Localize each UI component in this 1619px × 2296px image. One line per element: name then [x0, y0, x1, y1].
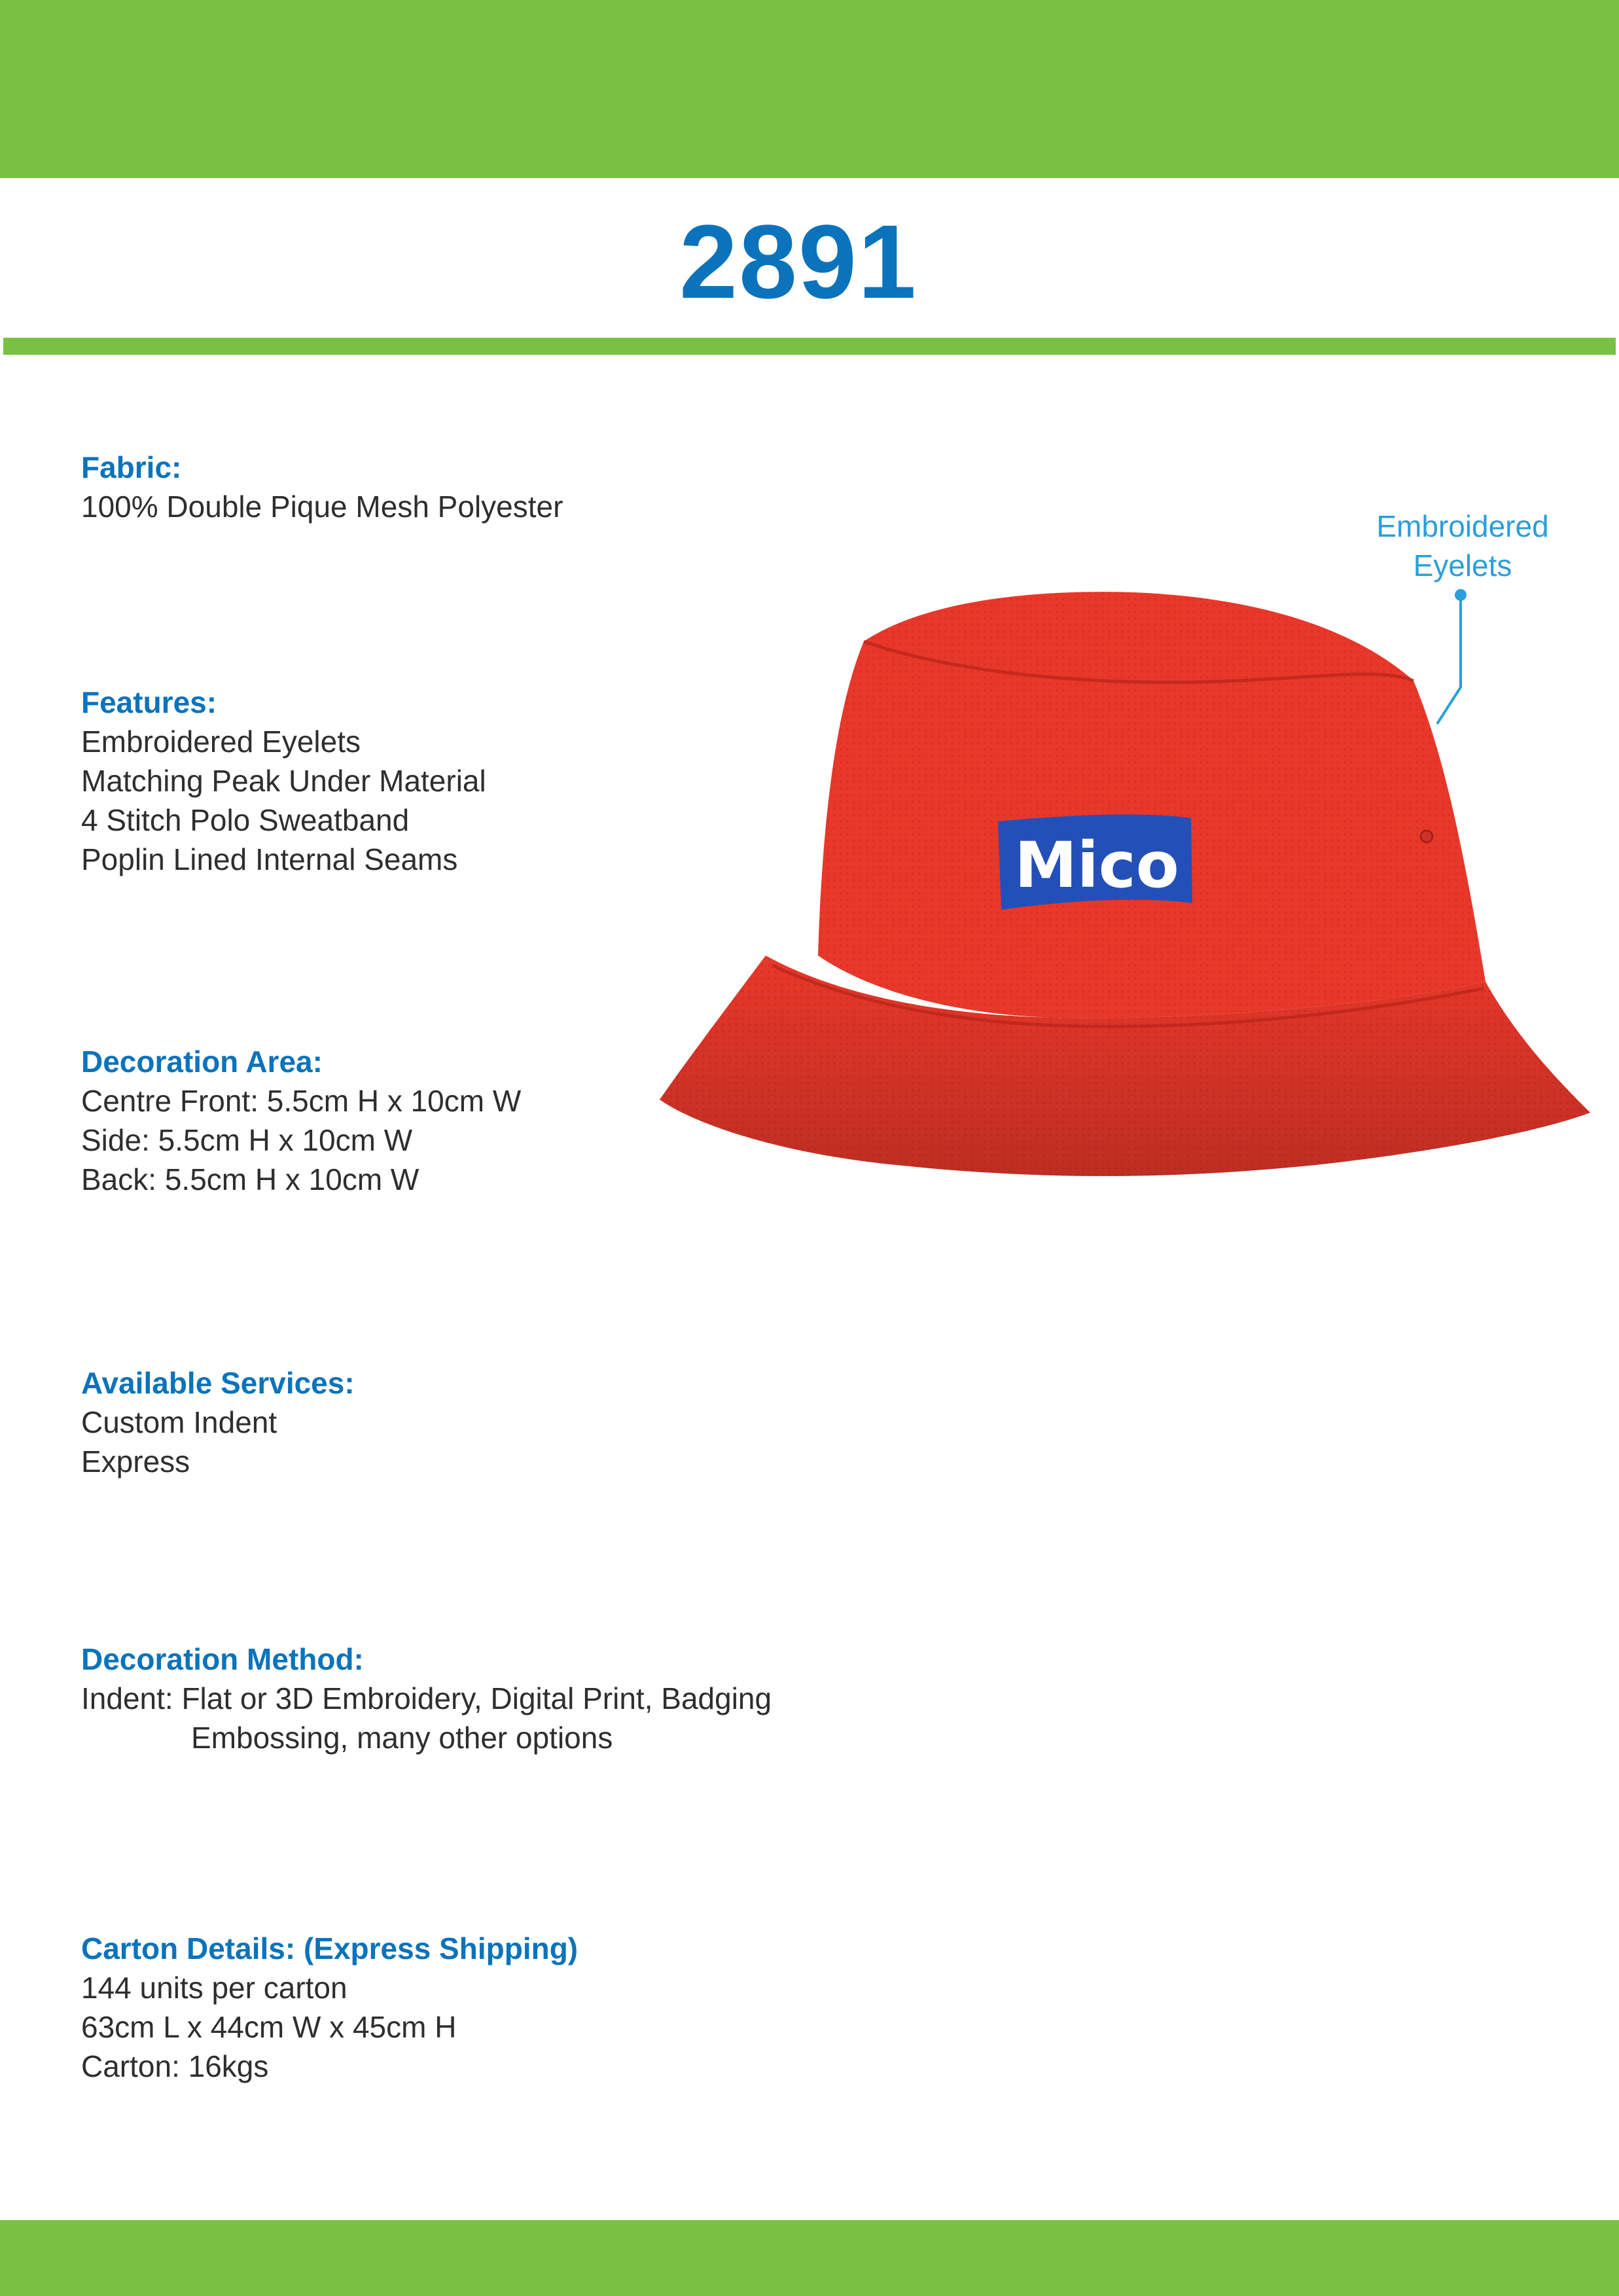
service-item: Express: [81, 1444, 190, 1479]
decoration-method-line: Embossing, many other options: [191, 1721, 613, 1755]
product-code-title: 2891: [679, 203, 917, 320]
feature-item: Embroidered Eyelets: [81, 725, 361, 759]
feature-item: Matching Peak Under Material: [81, 764, 486, 798]
decoration-method-heading: Decoration Method:: [81, 1642, 364, 1676]
decoration-area-heading: Decoration Area:: [81, 1045, 323, 1079]
fabric-section: [81, 448, 932, 526]
decoration-area-item: Centre Front: 5.5cm H x 10cm W: [81, 1084, 522, 1118]
services-section: [81, 1363, 932, 1481]
title-divider: [3, 338, 1616, 355]
carton-heading: Carton Details: (Express Shipping): [81, 1931, 578, 1965]
logo-text: Mico: [1014, 829, 1179, 902]
decoration-method-line: Indent: Flat or 3D Embroidery, Digital Print, Badging: [81, 1681, 772, 1715]
service-item: Custom Indent: [81, 1405, 277, 1439]
top-green-band: [0, 0, 1619, 178]
carton-section: [81, 1929, 932, 2086]
fabric-heading: Fabric:: [81, 450, 182, 484]
embroidered-eyelets-callout: [1342, 507, 1584, 585]
feature-item: Poplin Lined Internal Seams: [81, 842, 458, 876]
carton-item: 144 units per carton: [81, 1971, 347, 2005]
callout-line-2: Eyelets: [1413, 548, 1512, 583]
bottom-green-band: [0, 2220, 1619, 2296]
bucket-hat-image: [648, 589, 1597, 1244]
fabric-line: 100% Double Pique Mesh Polyester: [81, 490, 563, 524]
features-heading: Features:: [81, 685, 217, 719]
decoration-area-item: Side: 5.5cm H x 10cm W: [81, 1123, 413, 1157]
decoration-method-section: [81, 1640, 932, 1757]
carton-item: 63cm L x 44cm W x 45cm H: [81, 2010, 457, 2044]
feature-item: 4 Stitch Polo Sweatband: [81, 803, 410, 837]
eyelet-icon: [1421, 831, 1432, 842]
decoration-area-item: Back: 5.5cm H x 10cm W: [81, 1162, 419, 1196]
callout-line-1: Embroidered: [1376, 509, 1549, 543]
carton-item: Carton: 16kgs: [81, 2049, 269, 2083]
services-heading: Available Services:: [81, 1366, 355, 1400]
